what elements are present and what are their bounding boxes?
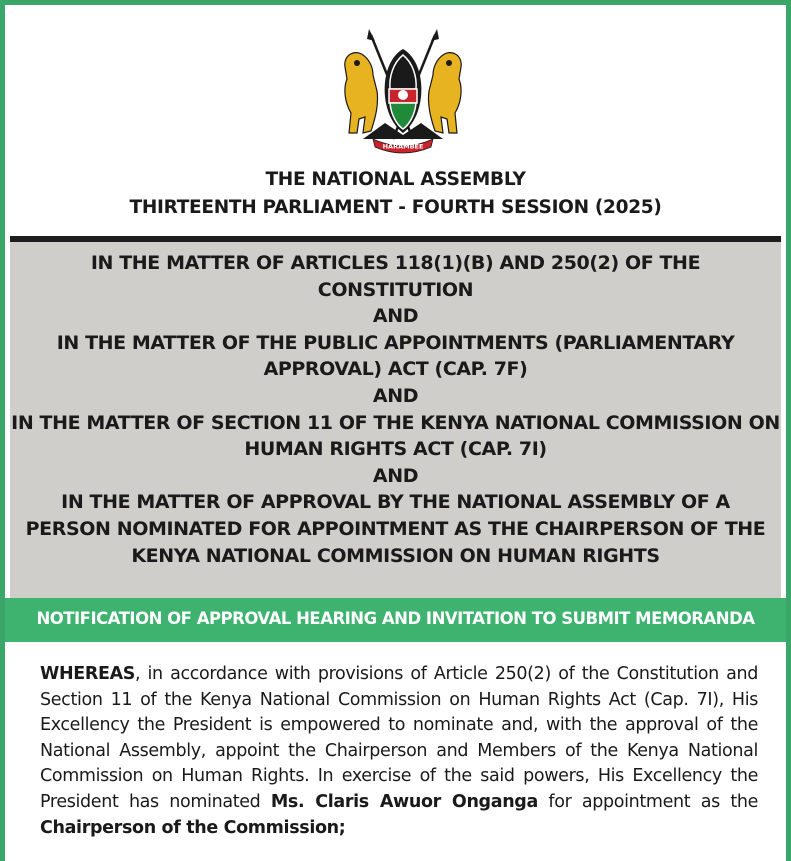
matter-line: KENYA NATIONAL COMMISSION ON HUMAN RIGHTS	[131, 544, 660, 567]
kenya-coat-of-arms-icon	[333, 27, 473, 157]
nominated-position: Chairperson of the Commission;	[40, 817, 346, 838]
paragraph-text-2: for appointment as the	[537, 791, 758, 812]
paragraph-text-1: , in accordance with provisions of Article 250(2) of the Constitution and Section 11 of the Kenya National Commission on Human Rights Act (Cap. 7I), His Excellency the President is empowered to nominate and, with the approval of the National Assembly, appoint the Chairperson and Members of the Kenya National Commission on Human Rights. In exercise of the said powers, His Excellency the President has nominated	[40, 664, 758, 812]
svg-text:HARAMBEE: HARAMBEE	[382, 142, 424, 151]
matter-line: IN THE MATTER OF ARTICLES 118(1)(B) AND 250(2) OF THE	[90, 252, 701, 274]
nominee-name: Ms. Claris Awuor Onganga	[270, 791, 538, 812]
notice-header	[5, 5, 786, 237]
whereas-label: WHEREAS	[40, 664, 136, 684]
notification-banner	[5, 598, 786, 642]
matter-line: IN THE MATTER OF THE PUBLIC APPOINTMENTS (PARLIAMENTARY	[56, 331, 735, 354]
matter-line: HUMAN RIGHTS ACT (CAP. 7I)	[244, 438, 547, 461]
matter-line: AND	[372, 464, 419, 487]
matter-line: CONSTITUTION	[317, 278, 474, 301]
whereas-paragraph	[40, 662, 758, 841]
matter-line: IN THE MATTER OF SECTION 11 OF THE KENYA NATIONAL COMMISSION ON	[11, 411, 780, 434]
session-title: THIRTEENTH PARLIAMENT - FOURTH SESSION (2025)	[129, 197, 662, 218]
matter-line: AND	[372, 305, 419, 328]
matter-line: IN THE MATTER OF APPROVAL BY THE NATIONAL ASSEMBLY OF A	[61, 491, 730, 514]
matter-line: AND	[372, 384, 419, 407]
matter-text	[10, 250, 781, 569]
notification-title: NOTIFICATION OF APPROVAL HEARING AND INVITATION TO SUBMIT MEMORANDA	[36, 609, 755, 628]
matter-line: PERSON NOMINATED FOR APPOINTMENT AS THE CHAIRPERSON OF THE	[25, 517, 766, 540]
matter-box	[10, 242, 781, 598]
matter-line: APPROVAL) ACT (CAP. 7F)	[263, 358, 528, 381]
assembly-title: THE NATIONAL ASSEMBLY	[265, 169, 526, 190]
